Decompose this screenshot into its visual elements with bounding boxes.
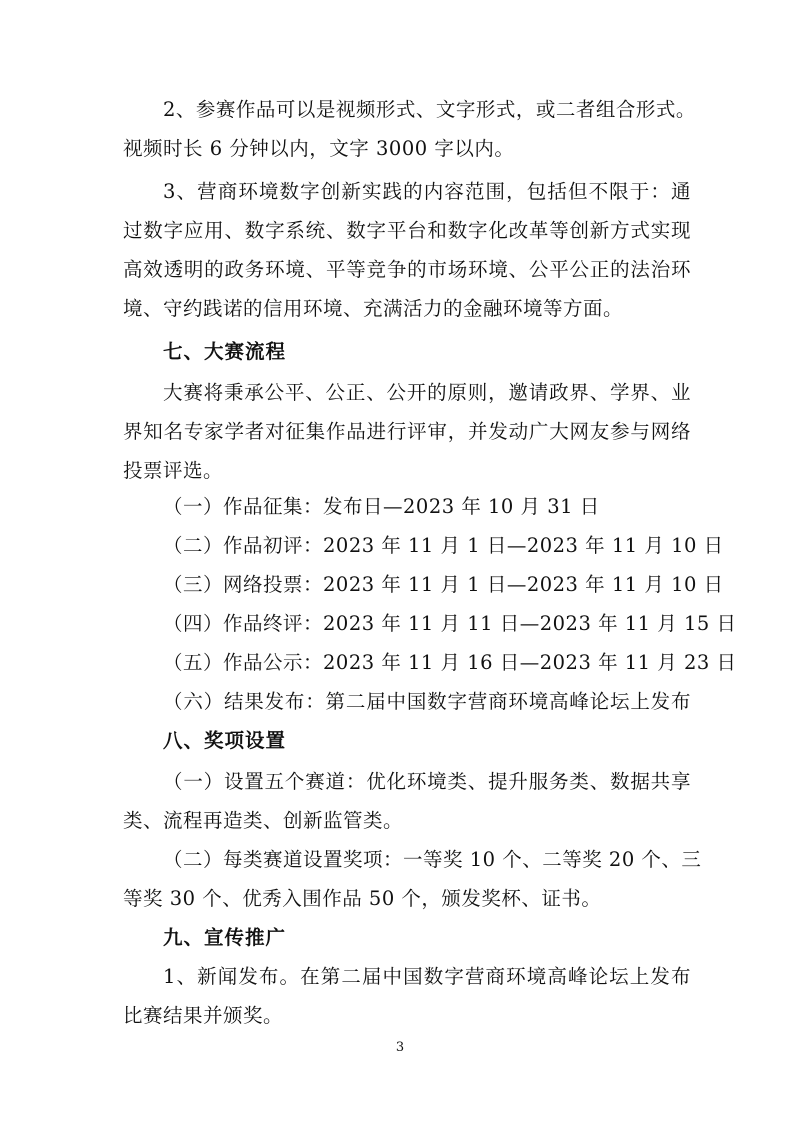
page-number: 3 (395, 1040, 405, 1055)
paragraph-line: 投票评选。 (123, 459, 224, 482)
paragraph-line: 过数字应用、数字系统、数字平台和数字化改革等创新方式实现 (123, 219, 691, 242)
paragraph-line: 境、守约践诺的信用环境、充满活力的金融环境等方面。 (123, 297, 624, 320)
paragraph-line: 类、流程再造类、创新监管类。 (123, 809, 404, 832)
paragraph-line: （二）每类赛道设置奖项：一等奖 10 个、二等奖 20 个、三 (163, 848, 702, 871)
paragraph-line: 3、营商环境数字创新实践的内容范围，包括但不限于：通 (163, 180, 691, 203)
paragraph-line: （一）设置五个赛道：优化环境类、提升服务类、数据共享 (163, 770, 691, 793)
paragraph-line: 2、参赛作品可以是视频形式、文字形式，或二者组合形式。 (163, 98, 696, 121)
schedule-item: （四）作品终评：2023 年 11 月 11 日—2023 年 11 月 15 日 (163, 612, 737, 635)
section-heading-7: 七、大赛流程 (163, 340, 287, 363)
paragraph-line: 视频时长 6 分钟以内，文字 3000 字以内。 (123, 137, 515, 160)
schedule-item: （五）作品公示：2023 年 11 月 16 日—2023 年 11 月 23 日 (163, 651, 737, 674)
paragraph-line: 比赛结果并颁奖。 (123, 1004, 284, 1027)
schedule-item: （二）作品初评：2023 年 11 月 1 日—2023 年 11 月 10 日 (163, 534, 724, 557)
paragraph-line: 1、新闻发布。在第二届中国数字营商环境高峰论坛上发布 (163, 965, 691, 988)
schedule-item: （六）结果发布：第二届中国数字营商环境高峰论坛上发布 (163, 690, 691, 713)
section-heading-9: 九、宣传推广 (163, 926, 287, 949)
paragraph-line: 高效透明的政务环境、平等竞争的市场环境、公平公正的法治环 (123, 258, 691, 281)
paragraph-line: 界知名专家学者对征集作品进行评审，并发动广大网友参与网络 (123, 420, 691, 443)
schedule-item: （一）作品征集：发布日—2023 年 10 月 31 日 (163, 495, 600, 518)
schedule-item: （三）网络投票：2023 年 11 月 1 日—2023 年 11 月 10 日 (163, 573, 724, 596)
paragraph-line: 等奖 30 个、优秀入围作品 50 个，颁发奖杯、证书。 (123, 887, 602, 910)
section-heading-8: 八、奖项设置 (163, 729, 287, 752)
paragraph-line: 大赛将秉承公平、公正、公开的原则，邀请政界、学界、业 (163, 381, 691, 404)
